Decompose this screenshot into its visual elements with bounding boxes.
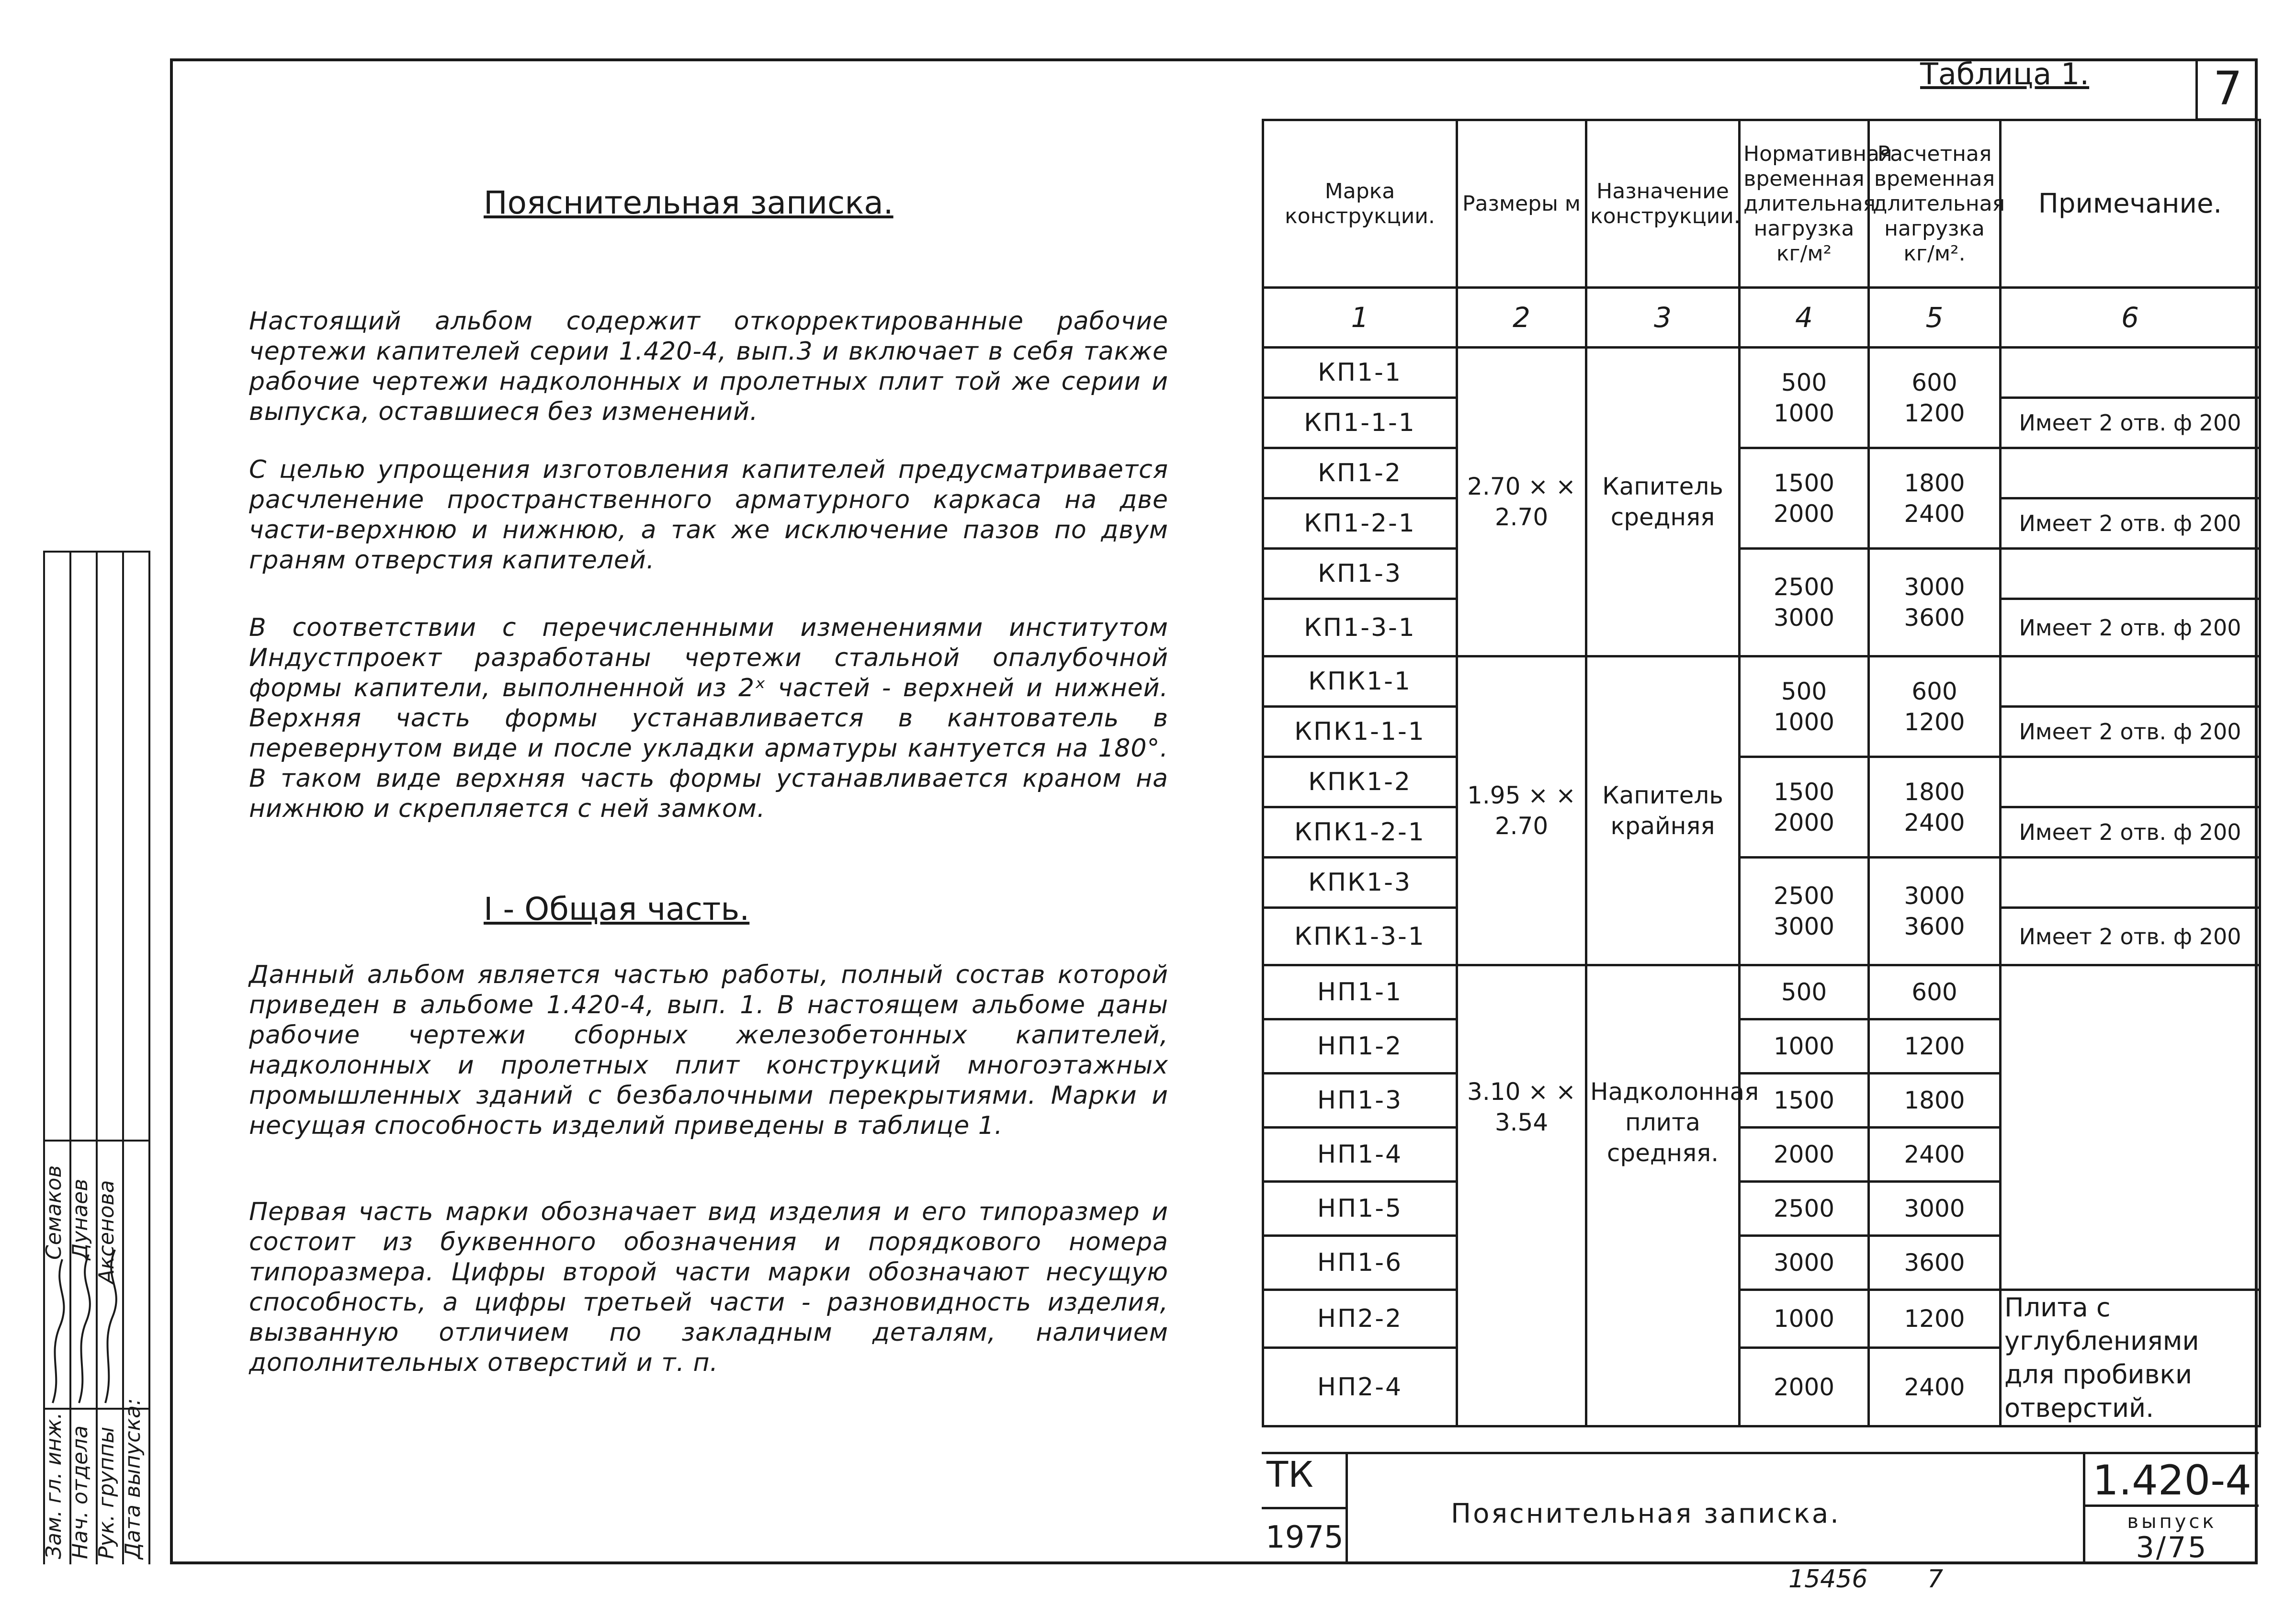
norm-load-cell: 2500 3000 <box>1740 858 1869 965</box>
calc-load-cell: 1200 <box>1869 1290 2001 1348</box>
archive-code: 15456 <box>1788 1565 1868 1594</box>
norm-load-cell: 2000 <box>1740 1128 1869 1182</box>
issue-number: 3/75 <box>2136 1531 2208 1564</box>
calc-load-cell: 3600 <box>1869 1236 2001 1290</box>
header-purpose: Назначение конструкции. <box>1586 120 1740 288</box>
mark-cell: НП1-1 <box>1263 965 1457 1019</box>
calc-load-cell: 3000 3600 <box>1869 549 2001 656</box>
col-number: 3 <box>1586 288 1740 348</box>
mark-cell: НП2-2 <box>1263 1290 1457 1348</box>
purpose-cell: Капитель крайняя <box>1586 656 1740 965</box>
note-cell-empty <box>2001 965 2260 1290</box>
mark-cell: КПК1-1 <box>1263 656 1457 707</box>
approval-stamp <box>43 551 148 1564</box>
role-issue-date: Дата выпуска: <box>121 1398 145 1559</box>
calc-load-cell: 1800 2400 <box>1869 448 2001 549</box>
header-design-load: Расчетная временная длительная нагрузка кг/м². <box>1869 120 2001 288</box>
header-size: Размеры м <box>1457 120 1586 288</box>
section-paragraph-1: Данный альбом является частью работы, полный состав которой приведен в альбоме 1.420-4, вып. 1. В настоящем альбоме даны рабочие чертежи сборных железобетонных капителей, надколонных и пролетных плит конструкций многоэтажных промышленных зданий с безбалочными перекрытиями. Марки и несущая способность изделий приведены в таблице 1. <box>249 961 1168 1140</box>
footer-page-number: 7 <box>1927 1565 1944 1594</box>
norm-load-cell: 2500 <box>1740 1182 1869 1236</box>
title-block <box>1262 1452 2259 1564</box>
paragraph-2: С целью упрощения изготовления капителей предусматривается расчленение пространственного арматурного каркаса на две части-верхнюю и нижнюю, а так же исключение пазов по двум граням отверстия капителей. <box>249 455 1168 575</box>
mark-cell: КПК1-3 <box>1263 858 1457 908</box>
note-cell-empty <box>2001 348 2260 398</box>
table-row <box>1263 1290 2260 1348</box>
issue-label: выпуск <box>2127 1511 2217 1533</box>
norm-load-cell: 2000 <box>1740 1348 1869 1426</box>
col-number: 6 <box>2001 288 2260 348</box>
table-row <box>1263 549 2260 599</box>
table-row <box>1263 656 2260 707</box>
norm-load-cell: 1500 2000 <box>1740 757 1869 858</box>
note-cell-empty <box>2001 549 2260 599</box>
name-semakov: Семаков <box>42 1165 66 1260</box>
mark-cell: НП1-5 <box>1263 1182 1457 1236</box>
col-number: 5 <box>1869 288 2001 348</box>
note-cell: Имеет 2 отв. ф 200 <box>2001 807 2260 858</box>
norm-load-cell: 3000 <box>1740 1236 1869 1290</box>
mark-cell: КП1-3-1 <box>1263 599 1457 656</box>
name-dunaev: Дунаев <box>68 1178 92 1260</box>
calc-load-cell: 1200 <box>1869 1019 2001 1074</box>
note-title: Пояснительная записка. <box>484 184 894 221</box>
note-cell: Имеет 2 отв. ф 200 <box>2001 707 2260 757</box>
mark-cell: КП1-2 <box>1263 448 1457 498</box>
norm-load-cell: 2500 3000 <box>1740 549 1869 656</box>
section-paragraph-2: Первая часть марки обозначает вид изделия и его типоразмер и состоит из буквенного обозначения и порядкового номера типоразмера. Цифры второй части марки обозначают несущую способность, а цифры третьей части - разновидность изделия, вызванную отличием по закладным деталям, наличием дополнительных отверстий и т. п. <box>249 1198 1168 1377</box>
note-cell: Имеет 2 отв. ф 200 <box>2001 599 2260 656</box>
role-group-lead: Рук. группы <box>94 1426 119 1559</box>
size-cell: 2.70 × × 2.70 <box>1457 348 1586 656</box>
series-number: 1.420-4 <box>2085 1454 2259 1507</box>
note-cell-empty <box>2001 656 2260 707</box>
mark-cell: КП1-1 <box>1263 348 1457 398</box>
header-mark: Марка конструкции. <box>1263 120 1457 288</box>
size-cell: 3.10 × × 3.54 <box>1457 965 1586 1426</box>
mark-cell: НП1-6 <box>1263 1236 1457 1290</box>
calc-load-cell: 600 1200 <box>1869 348 2001 448</box>
purpose-cell: Капитель средняя <box>1586 348 1740 656</box>
role-dept-head: Нач. отдела <box>68 1425 92 1559</box>
calc-load-cell: 600 1200 <box>1869 656 2001 757</box>
paragraph-1: Настоящий альбом содержит откорректированные рабочие чертежи капителей серии 1.420-4, вып.3 и включает в себя также рабочие чертежи надколонных и пролетных плит той же серии и выпуска, оставшиеся без изменений. <box>249 307 1168 426</box>
mark-cell: КПК1-2-1 <box>1263 807 1457 858</box>
mark-cell: КП1-2-1 <box>1263 498 1457 549</box>
mark-cell: КПК1-1-1 <box>1263 707 1457 757</box>
block-title: Пояснительная записка. <box>1451 1498 1841 1529</box>
mark-cell: НП1-4 <box>1263 1128 1457 1182</box>
series-box <box>2083 1454 2259 1564</box>
column-number-row <box>1263 288 2260 348</box>
table-header-row <box>1263 120 2260 288</box>
name-aksenova: Аксенова <box>94 1180 119 1284</box>
table-title: Таблица 1. <box>1920 57 2090 91</box>
page-number: 7 <box>2195 58 2258 121</box>
mark-cell: КПК1-2 <box>1263 757 1457 807</box>
note-cell: Имеет 2 отв. ф 200 <box>2001 398 2260 448</box>
size-cell: 1.95 × × 2.70 <box>1457 656 1586 965</box>
norm-load-cell: 500 <box>1740 965 1869 1019</box>
loads-table <box>1262 119 2261 1427</box>
purpose-cell: Надколонная плита средняя. <box>1586 965 1740 1426</box>
note-cell-empty <box>2001 757 2260 807</box>
mark-cell: НП1-2 <box>1263 1019 1457 1074</box>
table-row <box>1263 448 2260 498</box>
calc-load-cell: 1800 2400 <box>1869 757 2001 858</box>
org-code: ТК <box>1262 1454 1348 1509</box>
note-cell-empty <box>2001 858 2260 908</box>
note-cell-empty <box>2001 448 2260 498</box>
norm-load-cell: 1500 <box>1740 1074 1869 1128</box>
table-row <box>1263 757 2260 807</box>
norm-load-cell: 500 1000 <box>1740 348 1869 448</box>
table-row <box>1263 858 2260 908</box>
note-cell: Имеет 2 отв. ф 200 <box>2001 908 2260 965</box>
note-cell: Имеет 2 отв. ф 200 <box>2001 498 2260 549</box>
mark-cell: НП1-3 <box>1263 1074 1457 1128</box>
role-chief-engineer: Зам. гл. инж. <box>42 1412 66 1559</box>
norm-load-cell: 1000 <box>1740 1290 1869 1348</box>
note-cell: Плита с углублениями для пробивки отверстий. <box>2001 1290 2260 1426</box>
year: 1975 <box>1262 1509 1348 1564</box>
calc-load-cell: 2400 <box>1869 1348 2001 1426</box>
norm-load-cell: 1000 <box>1740 1019 1869 1074</box>
norm-load-cell: 500 1000 <box>1740 656 1869 757</box>
paragraph-3: В соответствии с перечисленными изменениями институтом Индустпроект разработаны чертежи стальной опалубочной формы капители, выполненной из 2ˣ частей - верхней и нижней. Верхняя часть формы устанавливается в кантователь в перевернутом виде и после укладки арматуры кантуется на 180°. В таком виде верхняя часть формы устанавливается краном на нижнюю и скрепляется с ней замком. <box>249 613 1168 823</box>
col-number: 2 <box>1457 288 1586 348</box>
col-number: 1 <box>1263 288 1457 348</box>
col-number: 4 <box>1740 288 1869 348</box>
calc-load-cell: 1800 <box>1869 1074 2001 1128</box>
header-normative-load: Нормативная временная длительная нагрузка кг/м² <box>1740 120 1869 288</box>
signatures-graphic <box>43 1231 148 1408</box>
table-row <box>1263 348 2260 398</box>
mark-cell: НП2-4 <box>1263 1348 1457 1426</box>
norm-load-cell: 1500 2000 <box>1740 448 1869 549</box>
calc-load-cell: 2400 <box>1869 1128 2001 1182</box>
mark-cell: КПК1-3-1 <box>1263 908 1457 965</box>
calc-load-cell: 3000 <box>1869 1182 2001 1236</box>
section-title: I - Общая часть. <box>484 891 750 927</box>
calc-load-cell: 3000 3600 <box>1869 858 2001 965</box>
calc-load-cell: 600 <box>1869 965 2001 1019</box>
mark-cell: КП1-1-1 <box>1263 398 1457 448</box>
header-note: Примечание. <box>2001 120 2260 288</box>
mark-cell: КП1-3 <box>1263 549 1457 599</box>
table-row <box>1263 965 2260 1019</box>
